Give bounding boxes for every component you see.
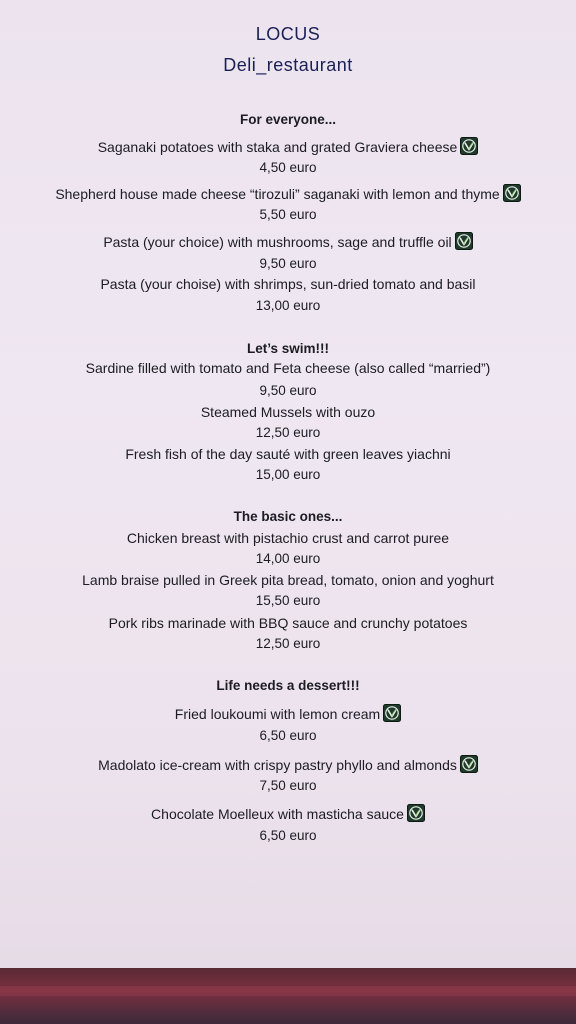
item-name: Saganaki potatoes with staka and grated Graviera cheese <box>97 139 458 155</box>
menu-item <box>0 360 576 376</box>
section-title: For everyone... <box>239 112 337 127</box>
vegetarian-leaf-icon <box>383 704 401 722</box>
item-name: Sardine filled with tomato and Feta cheese (also called “married”) <box>85 360 491 376</box>
item-name: Fresh fish of the day sauté with green leaves yiachni <box>125 446 451 462</box>
menu-item <box>0 615 576 631</box>
menu-item <box>0 137 576 155</box>
section-title: The basic ones... <box>233 509 343 524</box>
item-name: Pasta (your choice) with mushrooms, sage and truffle oil <box>103 234 452 250</box>
menu-item <box>0 276 576 292</box>
item-name: Pork ribs marinade with BBQ sauce and crunchy potatoes <box>108 615 468 631</box>
item-price: 14,00 euro <box>255 551 321 566</box>
item-name: Pasta (your choise) with shrimps, sun-dried tomato and basil <box>100 276 476 292</box>
item-name: Chicken breast with pistachio crust and carrot puree <box>126 530 450 546</box>
item-name: Lamb braise pulled in Greek pita bread, tomato, onion and yoghurt <box>82 572 494 588</box>
item-name: Shepherd house made cheese “tirozuli” saganaki with lemon and thyme <box>55 186 500 202</box>
vegetarian-leaf-icon <box>455 232 473 250</box>
item-name: Fried loukoumi with lemon cream <box>174 706 381 722</box>
section-title: Life needs a dessert!!! <box>216 678 360 693</box>
item-price: 9,50 euro <box>259 256 317 271</box>
menu-item <box>0 755 576 773</box>
menu-item <box>0 184 576 202</box>
restaurant-name: LOCUS <box>255 24 321 44</box>
item-price: 12,50 euro <box>255 636 321 651</box>
item-price: 6,50 euro <box>259 828 317 843</box>
menu-item <box>0 232 576 250</box>
item-price: 7,50 euro <box>259 778 317 793</box>
menu-item <box>0 804 576 822</box>
menu-item <box>0 704 576 722</box>
vegetarian-leaf-icon <box>460 755 478 773</box>
item-price: 4,50 euro <box>259 160 317 175</box>
section-title: Let’s swim!!! <box>246 341 329 356</box>
vegetarian-leaf-icon <box>503 184 521 202</box>
item-price: 13,00 euro <box>255 298 321 313</box>
item-name: Madolato ice-cream with crispy pastry phyllo and almonds <box>98 757 457 773</box>
table-surface <box>0 968 576 1024</box>
fabric-stripe <box>0 986 576 996</box>
item-price: 5,50 euro <box>259 207 317 222</box>
menu-item <box>0 446 576 462</box>
item-price: 15,50 euro <box>255 593 321 608</box>
vegetarian-leaf-icon <box>460 137 478 155</box>
menu-item <box>0 572 576 588</box>
item-price: 9,50 euro <box>259 383 317 398</box>
vegetarian-leaf-icon <box>407 804 425 822</box>
item-price: 6,50 euro <box>259 728 317 743</box>
menu-item <box>0 404 576 420</box>
restaurant-subtitle: Deli_restaurant <box>223 55 353 75</box>
menu-item <box>0 530 576 546</box>
item-name: Chocolate Moelleux with masticha sauce <box>151 806 404 822</box>
item-name: Steamed Mussels with ouzo <box>200 404 376 420</box>
item-price: 12,50 euro <box>255 425 321 440</box>
item-price: 15,00 euro <box>255 467 321 482</box>
